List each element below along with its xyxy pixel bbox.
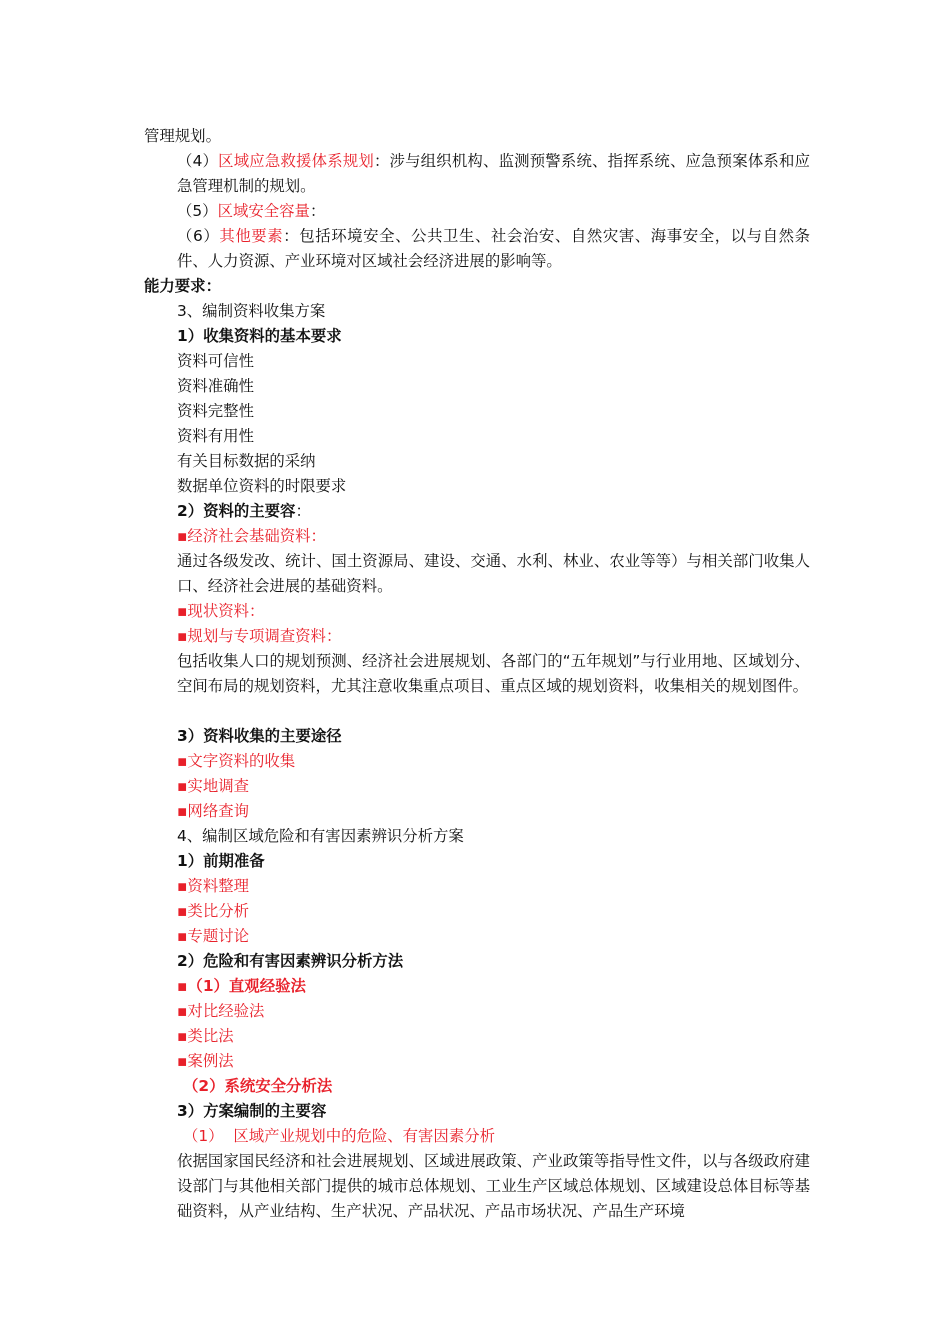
bullet-item: ▪实地调查 <box>177 777 249 795</box>
list-item: 资料完整性 <box>177 402 254 420</box>
item-text: ：涉与组织机构、监测预警系统、指挥系统、应急预案体系和应急管理机制的规划。 <box>177 152 810 195</box>
bullet-item: ▪现状资料： <box>177 602 265 620</box>
method-heading: （2）系统安全分析法 <box>183 1077 333 1095</box>
highlight-term: 区域应急救援体系规划 <box>218 152 374 170</box>
list-item: 数据单位资料的时限要求 <box>177 477 347 495</box>
bullet-item: ▪规划与专项调查资料： <box>177 627 342 645</box>
bullet-item: ▪文字资料的收集 <box>177 752 296 770</box>
sub-heading: 2）危险和有害因素辨识分析方法 <box>177 952 404 970</box>
bullet-item: ▪资料整理 <box>177 877 249 895</box>
bullet-item: ▪经济社会基础资料： <box>177 527 326 545</box>
bullet-item: ▪案例法 <box>177 1052 234 1070</box>
sub-heading: 3）资料收集的主要途径 <box>177 727 342 745</box>
sub-heading: 3）方案编制的主要容 <box>177 1102 327 1120</box>
item-number: （5） <box>177 202 218 220</box>
sub-heading: 1）收集资料的基本要求 <box>177 327 342 345</box>
document-body <box>144 124 810 1224</box>
bullet-item: ▪类比分析 <box>177 902 249 920</box>
numbered-heading: 4、编制区域危险和有害因素辨识分析方案 <box>177 827 464 845</box>
sub-heading-text: 2）资料的主要容 <box>177 502 296 520</box>
paragraph: 依据国家国民经济和社会进展规划、区域进展政策、产业政策等指导性文件，以与各级政府建设部门与其他相关部门提供的城市总体规划、工业生产区域总体规划、区域建设总体目标等基础资料，从产业结构、生产状况、产品状况、产品市场状况、产品生产环境 <box>177 1152 810 1220</box>
list-item: 有关目标数据的采纳 <box>177 452 316 470</box>
bullet-item: ▪（1）直观经验法 <box>177 977 306 995</box>
colon: ： <box>295 502 311 520</box>
section-heading: 能力要求： <box>144 277 221 295</box>
paragraph-line <box>144 124 810 149</box>
list-item: 资料有用性 <box>177 427 254 445</box>
sub-heading <box>144 499 810 524</box>
paragraph-item-5 <box>144 199 810 224</box>
item-text: ：包括环境安全、公共卫生、社会治安、自然灾害、海事安全，以与自然条件、人力资源、产业环境对区域社会经济进展的影响等。 <box>177 227 810 270</box>
numbered-heading: 3、编制资料收集方案 <box>177 302 326 320</box>
bullet-item: ▪对比经验法 <box>177 1002 265 1020</box>
item-text: ： <box>309 202 326 220</box>
list-item: 资料可信性 <box>177 352 254 370</box>
highlight-term: 其他要素 <box>219 227 284 245</box>
bullet-item: ▪网络查询 <box>177 802 249 820</box>
paragraph-item-4 <box>144 149 810 199</box>
numbered-item: （1） 区域产业规划中的危险、有害因素分析 <box>183 1127 495 1145</box>
highlight-term: 区域安全容量 <box>217 202 310 220</box>
paragraph-item-6 <box>144 224 810 274</box>
paragraph: 包括收集人口的规划预测、经济社会进展规划、各部门的“五年规划”与行业用地、区域划分、空间布局的规划资料，尤其注意收集重点项目、重点区域的规划资料，收集相关的规划图件。 <box>177 652 810 695</box>
bullet-item: ▪类比法 <box>177 1027 234 1045</box>
list-item: 资料准确性 <box>177 377 254 395</box>
item-number: （6） <box>177 227 220 245</box>
item-number: （4） <box>177 152 219 170</box>
bullet-item: ▪专题讨论 <box>177 927 249 945</box>
paragraph: 通过各级发改、统计、国土资源局、建设、交通、水利、林业、农业等等）与相关部门收集人口、经济社会进展的基础资料。 <box>177 552 810 595</box>
sub-heading: 1）前期准备 <box>177 852 265 870</box>
text-run: 管理规划。 <box>144 127 221 145</box>
